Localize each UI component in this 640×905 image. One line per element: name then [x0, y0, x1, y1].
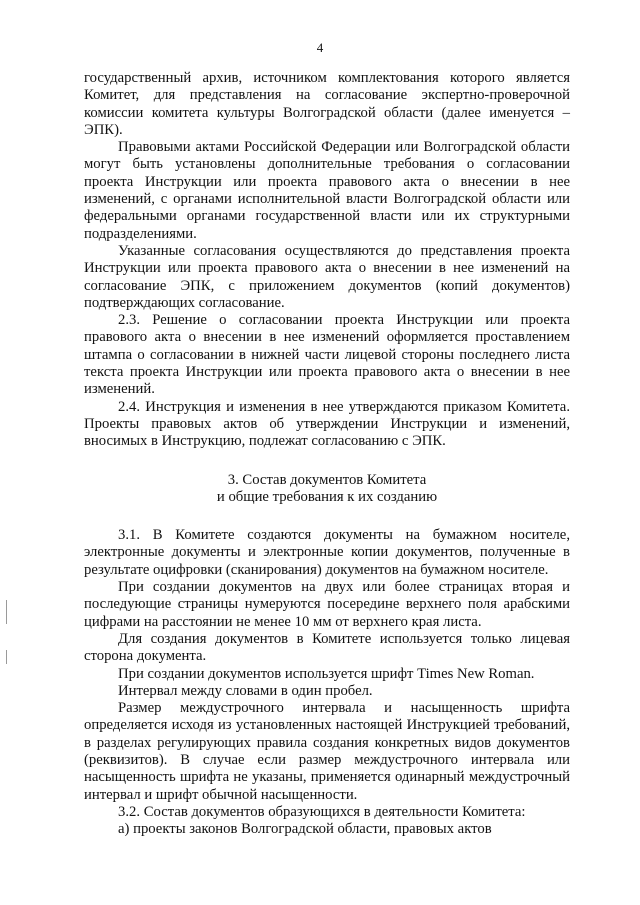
section-3-body — [84, 527, 570, 838]
paragraph: Размер междустрочного интервала и насыщенность шрифта определяется исходя из установленных настоящей Инструкцией требований, в разделах регулирующих правила создания конкретных видов документов (реквизитов). В случае если размер междустрочного интервала или насыщенность шрифта не указаны, применяется одинарный междустрочный интервал и шрифт обычной насыщенности. — [84, 700, 570, 803]
page-number: 4 — [316, 40, 324, 55]
paragraph: При создании документов используется шрифт Times New Roman. — [118, 665, 535, 682]
paragraph: 3.1. В Комитете создаются документы на бумажном носителе, электронные документы и электронные копии документов, полученные в результате оцифровки (сканирования) документов на бумажном носителе. — [84, 527, 570, 578]
paragraph: Интервал между словами в один пробел. — [118, 682, 373, 699]
paragraph: 2.4. Инструкция и изменения в нее утверждаются приказом Комитета. Проекты правовых актов об утверждении Инструкции и изменений, вносимых в Инструкцию, подлежат согласованию с ЭПК. — [84, 398, 570, 450]
paragraph: 2.3. Решение о согласовании проекта Инструкции или проекта правового акта о внесении в нее изменений оформляется проставлением штампа о согласовании в нижней части лицевой стороны последнего листа текста проекта Инструкции или проекта правового акта о внесении в нее изменений. — [84, 312, 570, 398]
section-2-continuation — [84, 70, 570, 451]
paragraph: государственный архив, источником комплектования которого является Комитет, для представления на согласование экспертно-проверочной комиссии комитета культуры Волгоградской области (далее именуется – ЭПК). — [84, 70, 570, 138]
scan-edge-mark — [6, 650, 7, 664]
section-heading-line-1: 3. Состав документов Комитета — [227, 471, 427, 488]
paragraph: а) проекты законов Волгоградской области, правовых актов — [118, 821, 492, 838]
paragraph: Для создания документов в Комитете используется только лицевая сторона документа. — [84, 630, 570, 665]
paragraph: Правовыми актами Российской Федерации или Волгоградской области могут быть установлены дополнительные требования о согласовании проекта Инструкции или проекта правового акта о внесении в нее изменений, с органами исполнительной власти Волгоградской области или федеральными органами государственной власти или их структурными подразделениями. — [84, 139, 570, 242]
section-heading — [84, 472, 570, 507]
paragraph: Указанные согласования осуществляются до представления проекта Инструкции или проекта правового акта о внесении в нее изменений на согласование ЭПК, с приложением документов (копий документов) подтверждающих согласование. — [84, 242, 570, 311]
section-heading-line-2: и общие требования к их созданию — [216, 488, 438, 505]
scan-edge-mark — [6, 600, 7, 624]
paragraph: 3.2. Состав документов образующихся в деятельности Комитета: — [118, 803, 526, 820]
paragraph: При создании документов на двух или более страницах вторая и последующие страницы нумеруются посередине верхнего поля арабскими цифрами на расстоянии не менее 10 мм от верхнего края листа. — [84, 579, 570, 630]
document-body — [84, 70, 570, 838]
